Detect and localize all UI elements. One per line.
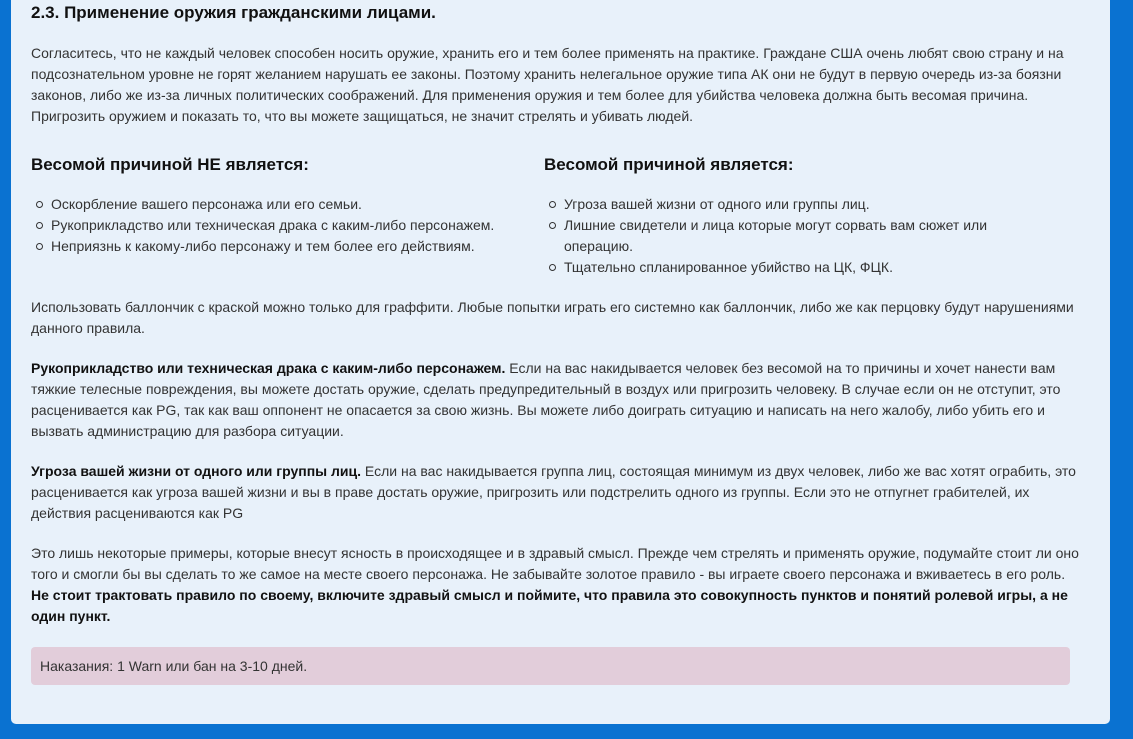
valid-reasons	[544, 154, 1057, 278]
list-item: Оскорбление вашего персонажа или его семьи.	[51, 194, 544, 215]
not-valid-heading: Весомой причиной НЕ является:	[31, 155, 309, 174]
threat-text: Если на вас накидывается группа лиц, состоящая минимум из двух человек, либо же вас хотят ограбить, это расценивается как угроза вашей жизни и вы в праве достать оружие, пригрозить или подстрелить одного из группы. Если это не отпугнет грабителей, их действия расцениваются как PG	[31, 463, 1076, 521]
list-item: Угроза вашей жизни от одного или группы лиц.	[564, 194, 1057, 215]
conclusion-paragraph: Не стоит трактовать правило по своему, включите здравый смысл и поймите, что правила это совокупность пунктов и понятий ролевой игры, а не один пункт.	[31, 587, 1068, 624]
list-item: Рукоприкладство или техническая драка с каким-либо персонажем.	[51, 215, 544, 236]
not-valid-reasons	[31, 154, 544, 278]
rules-card	[11, 0, 1110, 724]
fight-bold-lead: Рукоприкладство или техническая драка с каким-либо персонажем.	[31, 360, 506, 376]
fight-text: Если на вас накидывается человек без весомой на то причины и хочет нанести вам тяжкие телесные повреждения, вы можете достать оружие, сделать предупредительный в воздух или пригрозить человеку. В случае если он не отступит, это расценивается как PG, так как ваш оппонент не опасается за свою жизнь. Вы можете либо доиграть ситуацию и написать на него жалобу, либо убить его и вызвать администрацию для разбора ситуации.	[31, 360, 1061, 439]
threat-bold-lead: Угроза вашей жизни от одного или группы лиц.	[31, 463, 362, 479]
examples-paragraph: Это лишь некоторые примеры, которые внесут ясность в происходящее и в здравый смысл. Прежде чем стрелять и применять оружие, подумайте стоит ли оно того и смогли бы вы сделать то же самое на месте своего персонажа. Не забывайте золотое правило - вы играете своего персонажа и вживаетесь в его роль.	[31, 545, 1079, 582]
spray-paragraph: Использовать баллончик с краской можно только для граффити. Любые попытки играть его системно как баллончик, либо же как перцовку будут нарушениями данного правила.	[31, 299, 1074, 336]
fight-paragraph	[31, 358, 1090, 442]
reasons-columns	[31, 154, 1090, 278]
not-valid-list	[31, 194, 544, 257]
list-item: Неприязнь к какому-либо персонажу и тем более его действиям.	[51, 236, 544, 257]
valid-list	[544, 194, 1057, 278]
valid-heading: Весомой причиной является:	[544, 155, 794, 174]
list-item: Тщательно спланированное убийство на ЦК, ФЦК.	[564, 257, 1057, 278]
list-item: Лишние свидетели и лица которые могут сорвать вам сюжет или операцию.	[564, 215, 1057, 257]
intro-paragraph: Согласитесь, что не каждый человек способен носить оружие, хранить его и тем более применять на практике. Граждане США очень любят свою страну и на подсознательном уровне не горят желанием нарушать ее законы. Поэтому хранить нелегальное оружие типа АК они не будут в первую очередь из-за боязни законов, либо же из-за личных политических соображений. Для применения оружия и тем более для убийства человека должна быть весомая причина. Пригрозить оружием и показать то, что вы можете защищаться, не значит стрелять и убивать людей.	[31, 45, 1064, 124]
threat-paragraph	[31, 461, 1090, 524]
section-title: 2.3. Применение оружия гражданскими лицами.	[31, 3, 436, 22]
punishment-notice: Наказания: 1 Warn или бан на 3-10 дней.	[31, 647, 1070, 685]
